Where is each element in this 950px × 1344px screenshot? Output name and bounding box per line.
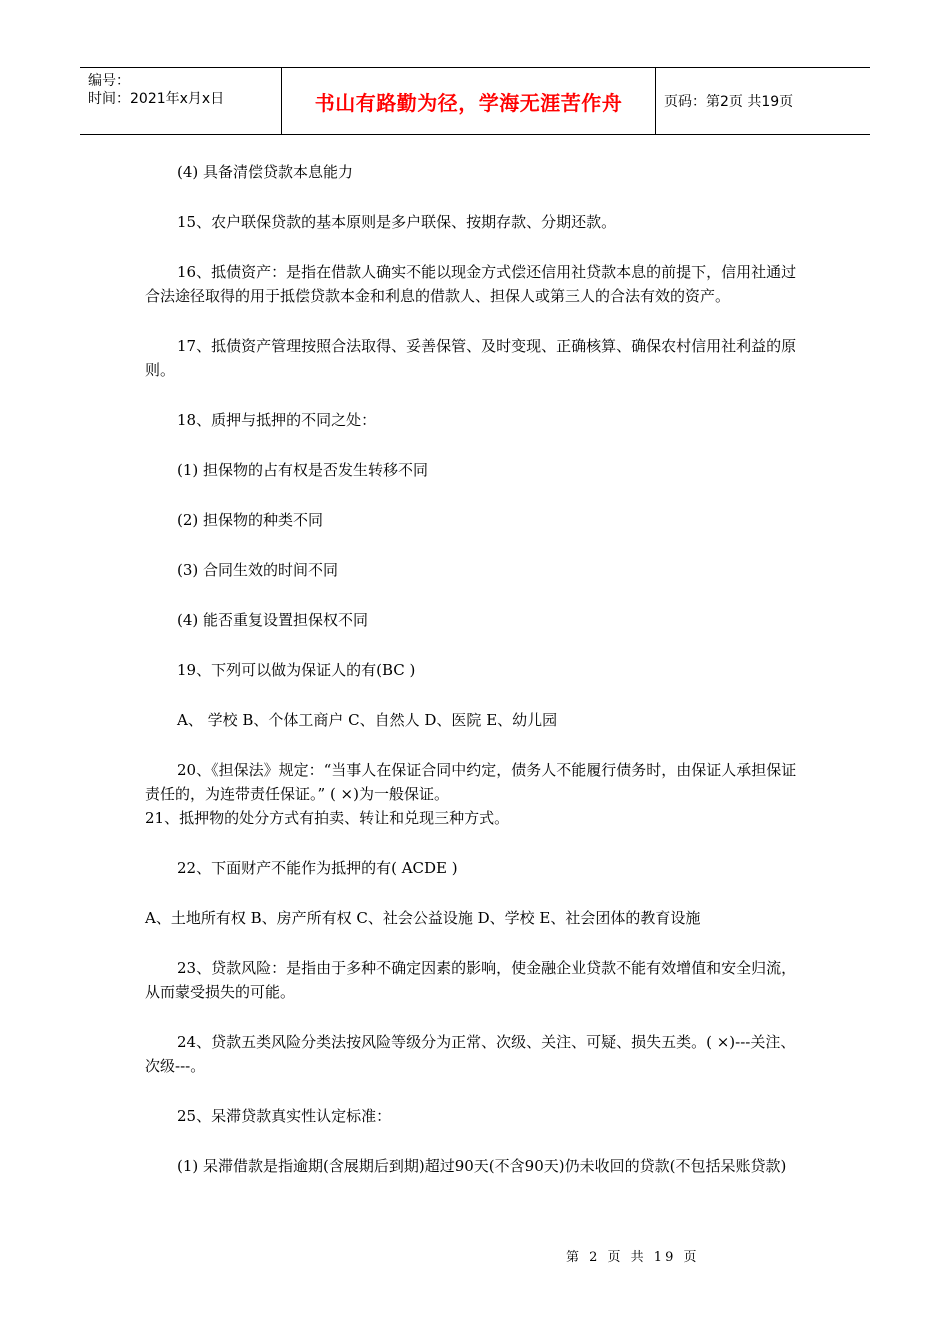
paragraph: 19、下列可以做为保证人的有(BC ) [177,661,416,679]
paragraph: 23、贷款风险：是指由于多种不确定因素的影响，使金融企业贷款不能有效增值和安全归流，从而蒙受损失的可能。 [145,959,797,1001]
page-footer: 第 2 页 共 19 页 [566,1250,700,1265]
paragraph: 21、抵押物的处分方式有拍卖、转让和兑现三种方式。 [145,809,510,827]
paragraph: 24、贷款五类风险分类法按风险等级分为正常、次级、关注、可疑、损失五类。( ×)---关注、次级---。 [145,1033,796,1075]
document-body [145,160,810,1178]
header-page-info: 页码：第2页 共19页 [664,94,794,110]
paragraph: 25、呆滞贷款真实性认定标准： [177,1107,392,1125]
paragraph: (2) 担保物的种类不同 [177,511,324,529]
paragraph: A、 学校 B、个体工商户 C、自然人 D、医院 E、幼儿园 [177,711,558,729]
paragraph: 20、《担保法》规定：“当事人在保证合同中约定，债务人不能履行债务时，由保证人承担保证责任的，为连带责任保证。” ( ×)为一般保证。 [145,761,797,803]
paragraph: (1) 担保物的占有权是否发生转移不同 [177,461,429,479]
paragraph: 16、抵债资产：是指在借款人确实不能以现金方式偿还信用社贷款本息的前提下，信用社通过合法途径取得的用于抵偿贷款本金和利息的借款人、担保人或第三人的合法有效的资产。 [145,263,797,305]
header-motto: 书山有路勤为径，学海无涯苦作舟 [282,68,656,134]
paragraph: (1) 呆滞借款是指逾期(含展期后到期)超过90天(不含90天)仍未收回的贷款(不包括呆账贷款) [177,1157,787,1175]
paragraph: 22、下面财产不能作为抵押的有( ACDE ) [177,859,458,877]
paragraph: A、土地所有权 B、房产所有权 C、社会公益设施 D、学校 E、社会团体的教育设施 [145,909,701,927]
paragraph: 17、抵债资产管理按照合法取得、妥善保管、及时变现、正确核算、确保农村信用社利益的原则。 [145,337,797,379]
page-header [80,67,870,135]
paragraph: (3) 合同生效的时间不同 [177,561,339,579]
paragraph: (4) 能否重复设置担保权不同 [177,611,369,629]
paragraph: (4) 具备清偿贷款本息能力 [177,163,354,181]
header-meta [80,68,282,134]
paragraph: 18、质押与抵押的不同之处： [177,411,377,429]
document-time-label: 时间：2021年x月x日 [88,91,225,107]
document-number-label: 编号： [88,73,130,89]
paragraph: 15、农户联保贷款的基本原则是多户联保、按期存款、分期还款。 [177,213,617,231]
